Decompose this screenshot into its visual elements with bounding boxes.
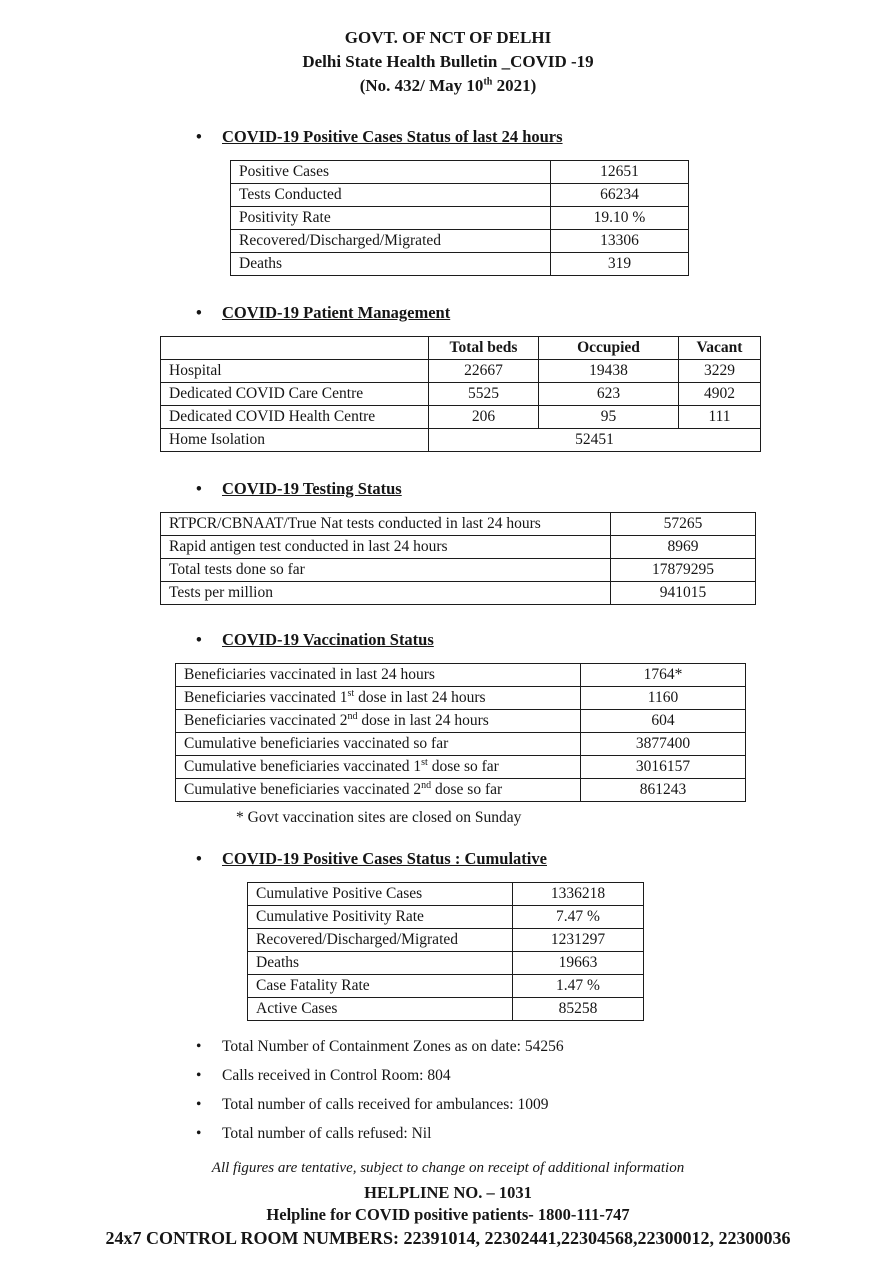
section-heading [196,302,896,324]
table-row [161,582,756,605]
row-value: 13306 [551,230,689,253]
list-item [196,1066,896,1086]
row-label: Cumulative Positive Cases [248,883,513,906]
section-heading-text: COVID-19 Positive Cases Status of last 24 hours [222,127,563,146]
table-row [248,883,644,906]
row-label: Case Fatality Rate [248,975,513,998]
row-value: 5525 [429,383,539,406]
patient-management-table [160,336,761,452]
row-value: 1336218 [513,883,644,906]
row-label: Tests Conducted [231,184,551,207]
row-value: 3877400 [581,733,746,756]
column-header [161,337,429,360]
section-patient-management [0,302,896,452]
section-testing-status [0,478,896,605]
list-item-text: Total number of calls received for ambulances: 1009 [222,1096,549,1113]
control-room-numbers: 24x7 CONTROL ROOM NUMBERS: 22391014, 22302441,22304568,22300012, 22300036 [105,1228,791,1248]
column-header: Total beds [429,337,539,360]
table-row [176,687,746,710]
table-row [231,161,689,184]
bullet-icon: • [196,1096,202,1113]
helpline-number: HELPLINE NO. – 1031 [364,1183,532,1202]
section-heading [196,478,896,500]
bullet-icon: • [196,127,202,146]
table-row [176,756,746,779]
bullet-icon: • [196,1067,202,1084]
table-row [161,536,756,559]
table-row [161,559,756,582]
row-value: 941015 [611,582,756,605]
row-value: 57265 [611,513,756,536]
table-row [248,906,644,929]
row-value: 604 [581,710,746,733]
table-row [231,253,689,276]
row-label: Active Cases [248,998,513,1021]
section-vaccination-status [0,629,896,828]
section-heading-text: COVID-19 Vaccination Status [222,630,434,649]
row-label: Recovered/Discharged/Migrated [248,929,513,952]
row-value: 19438 [539,360,679,383]
row-label: Cumulative beneficiaries vaccinated 1st dose so far [176,756,581,779]
row-label: Positive Cases [231,161,551,184]
row-label: Tests per million [161,582,611,605]
row-label: Total tests done so far [161,559,611,582]
row-value: 19.10 % [551,207,689,230]
bullet-icon: • [196,303,202,322]
bulletin-title: Delhi State Health Bulletin _COVID -19 [302,52,594,71]
table-row [248,952,644,975]
table-header-row [161,337,761,360]
table-row [231,184,689,207]
row-label: Deaths [248,952,513,975]
section-heading [196,629,896,651]
table-row [161,406,761,429]
row-label: Home Isolation [161,429,429,452]
row-value: 111 [679,406,761,429]
table-row [161,429,761,452]
org-title: GOVT. OF NCT OF DELHI [344,28,552,47]
row-value: 22667 [429,360,539,383]
row-label: Cumulative Positivity Rate [248,906,513,929]
list-item-text: Total number of calls refused: Nil [222,1125,432,1142]
row-value: 1231297 [513,929,644,952]
table-row [161,383,761,406]
row-label: Dedicated COVID Care Centre [161,383,429,406]
cumulative-status-table [247,882,644,1021]
section-cumulative-status [0,848,896,1021]
row-label: Dedicated COVID Health Centre [161,406,429,429]
column-header: Vacant [679,337,761,360]
row-value: 66234 [551,184,689,207]
row-value: 623 [539,383,679,406]
row-value-span: 52451 [429,429,761,452]
table-row [231,207,689,230]
list-item-text: Total Number of Containment Zones as on date: 54256 [222,1038,564,1055]
row-label: Beneficiaries vaccinated 2nd dose in last 24 hours [176,710,581,733]
testing-status-table [160,512,756,605]
list-item [196,1124,896,1144]
bullet-icon: • [196,479,202,498]
row-label: Hospital [161,360,429,383]
row-value: 206 [429,406,539,429]
row-value: 1.47 % [513,975,644,998]
vaccination-status-table [175,663,746,802]
table-row [176,664,746,687]
section-heading-text: COVID-19 Testing Status [222,479,402,498]
row-value: 19663 [513,952,644,975]
table-row [248,929,644,952]
document-header [0,26,896,98]
row-value: 1160 [581,687,746,710]
row-label: Beneficiaries vaccinated 1st dose in last 24 hours [176,687,581,710]
row-label: Cumulative beneficiaries vaccinated 2nd dose so far [176,779,581,802]
bullet-icon: • [196,1125,202,1142]
table-row [176,779,746,802]
table-row [248,998,644,1021]
row-label: Recovered/Discharged/Migrated [231,230,551,253]
row-value: 7.47 % [513,906,644,929]
row-label: RTPCR/CBNAAT/True Nat tests conducted in last 24 hours [161,513,611,536]
row-value: 95 [539,406,679,429]
table-row [176,733,746,756]
row-value: 12651 [551,161,689,184]
table-row [231,230,689,253]
row-value: 1764* [581,664,746,687]
row-value: 319 [551,253,689,276]
table-row [248,975,644,998]
bullet-icon: • [196,1038,202,1055]
table-row [176,710,746,733]
row-value: 85258 [513,998,644,1021]
row-label: Positivity Rate [231,207,551,230]
row-value: 3229 [679,360,761,383]
bullet-icon: • [196,630,202,649]
row-label: Beneficiaries vaccinated in last 24 hours [176,664,581,687]
section-heading-text: COVID-19 Positive Cases Status : Cumulative [222,849,547,868]
helpline-patients: Helpline for COVID positive patients- 1800-111-747 [266,1205,630,1224]
row-value: 861243 [581,779,746,802]
positive-cases-24h-table [230,160,689,276]
list-item-text: Calls received in Control Room: 804 [222,1067,451,1084]
section-heading [196,126,896,148]
disclaimer-text: All figures are tentative, subject to change on receipt of additional information [211,1160,685,1176]
row-label: Cumulative beneficiaries vaccinated so far [176,733,581,756]
bulletin-number-date: (No. 432/ May 10th 2021) [359,76,537,95]
row-label: Rapid antigen test conducted in last 24 hours [161,536,611,559]
document-footer [0,1158,896,1250]
table-row [161,360,761,383]
row-label: Deaths [231,253,551,276]
column-header: Occupied [539,337,679,360]
bullet-icon: • [196,849,202,868]
summary-bullet-list [196,1037,896,1144]
section-heading [196,848,896,870]
table-row [161,513,756,536]
section-heading-text: COVID-19 Patient Management [222,303,451,322]
section-positive-cases-24h [0,126,896,276]
row-value: 3016157 [581,756,746,779]
list-item [196,1037,896,1057]
list-item [196,1095,896,1115]
vaccination-footnote: * Govt vaccination sites are closed on Sunday [236,809,522,826]
row-value: 4902 [679,383,761,406]
row-value: 8969 [611,536,756,559]
row-value: 17879295 [611,559,756,582]
